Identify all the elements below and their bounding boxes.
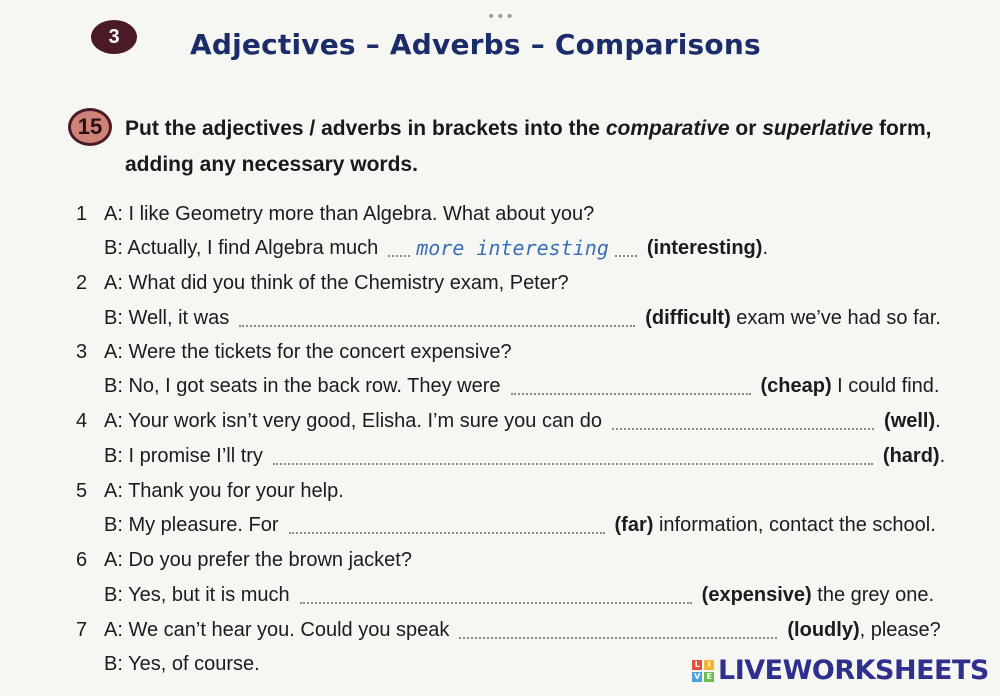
item-number: 7 [76,618,88,641]
bracket-word: (well) [884,409,936,432]
item-b-text: B: Yes, of course. [104,652,260,675]
bracket-word: (loudly) [787,618,860,641]
item-b-end: . [762,236,768,259]
item-a-text: A: Your work isn’t very good, Elisha. I’m sure you can do [104,409,603,432]
item-number: 4 [76,409,88,432]
item-a-end: . [935,409,941,432]
answer-blank-lead [388,255,410,257]
item-b-end: . [939,444,946,467]
answer-field[interactable]: more interesting [416,236,609,260]
liveworksheets-logo[interactable] [692,655,989,686]
item-b-line [104,236,768,260]
answer-blank-trail [615,255,637,257]
item-b-line [104,514,936,537]
item-b-text: B: Yes, but it is much [104,583,290,606]
item-number: 3 [76,340,88,363]
answer-blank[interactable] [289,532,605,534]
item-number: 5 [76,479,88,502]
bracket-word: (expensive) [701,583,812,606]
instruction-text-end: form, adding any necessary words. [125,117,932,176]
item-number: 6 [76,548,88,571]
item-b-text: B: No, I got seats in the back row. They were [104,374,501,397]
item-b-end: the grey one. [811,583,935,606]
bracket-word: (interesting) [646,236,763,259]
bracket-word: (cheap) [760,374,832,397]
instruction-text: Put the adjectives / adverbs in brackets into the [125,117,606,140]
answer-blank[interactable] [511,393,751,395]
item-a-text: A: We can’t hear you. Could you speak [104,618,450,641]
exercise-number-badge: 15 [68,108,112,146]
item-b-text: B: Well, it was [104,306,230,329]
instruction-or: or [729,117,763,140]
window-menu-dots[interactable]: ••• [487,9,515,25]
item-a-line [104,410,941,433]
item-a-text: A: Were the tickets for the concert expensive? [104,340,512,363]
item-number: 2 [76,271,88,294]
liveworksheets-logo-icon [692,660,714,682]
instruction-superlative: superlative [762,117,874,140]
item-a-line [104,619,941,642]
item-b-line [104,307,941,330]
exercise-instruction [125,111,970,183]
logo-mark-i: I [704,660,714,670]
instruction-comparative: comparative [605,117,730,140]
answer-blank[interactable] [612,428,874,430]
logo-text: LIVEWORKSHEETS [718,655,989,686]
item-a-text: A: Do you prefer the brown jacket? [104,548,412,571]
item-b-end: information, contact the school. [653,513,936,536]
item-a-text: A: What did you think of the Chemistry exam, Peter? [104,271,569,294]
item-b-line [104,445,945,468]
item-b-line [104,584,934,607]
item-b-text: B: Actually, I find Algebra much [104,236,379,259]
answer-blank[interactable] [300,602,692,604]
unit-title: Adjectives – Adverbs – Comparisons [190,28,761,61]
item-number: 1 [76,202,88,225]
answer-blank[interactable] [459,637,777,639]
item-b-end: exam we’ve had so far. [730,306,941,329]
answer-blank[interactable] [273,463,873,465]
item-a-end: , please? [859,618,941,641]
bracket-word: (hard) [882,444,940,467]
bracket-word: (far) [614,513,654,536]
item-b-text: B: My pleasure. For [104,513,279,536]
logo-mark-v: V [692,672,702,682]
item-b-end: I could find. [831,374,940,397]
item-b-line [104,375,939,398]
logo-mark-l: L [692,660,702,670]
answer-blank[interactable] [239,325,635,327]
logo-mark-e: E [704,672,714,682]
item-a-text: A: Thank you for your help. [104,479,344,502]
item-a-text: A: I like Geometry more than Algebra. What about you? [104,202,595,225]
item-b-text: B: I promise I’ll try [104,444,263,467]
bracket-word: (difficult) [645,306,731,329]
unit-number-badge: 3 [91,20,137,54]
